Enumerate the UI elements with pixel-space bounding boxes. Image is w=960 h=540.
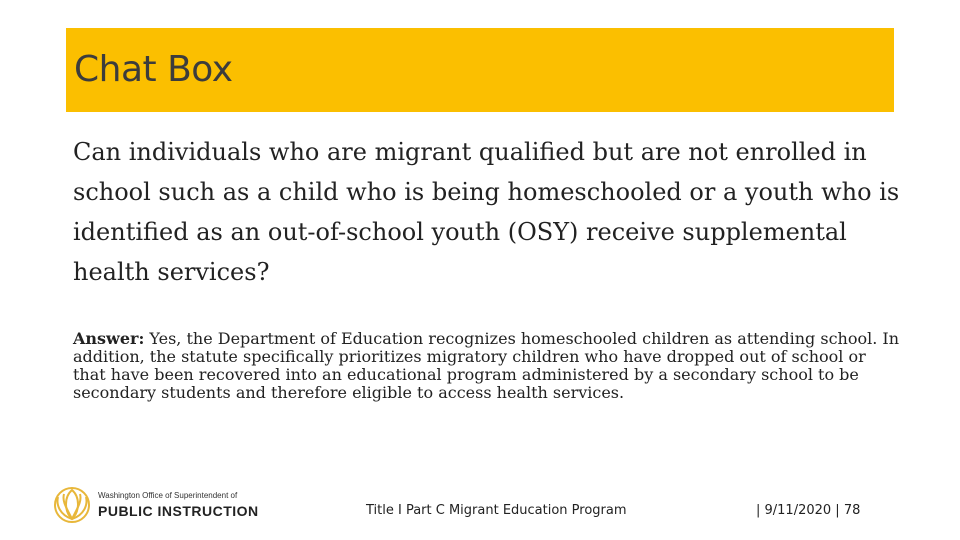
answer-label: Answer: [73, 329, 145, 348]
footer-date-page: | 9/11/2020 | 78 [756, 503, 861, 518]
answer-text: Yes, the Department of Education recognizes homeschooled children as attending school. In addition, the statute specifically prioritizes migratory children who have dropped out of school or that have been recovered into an educational program administered by a secondary school to be secondary students and therefore eligible to access health services. [73, 329, 900, 402]
footer-program: Title I Part C Migrant Education Program [366, 503, 627, 518]
answer-block [73, 330, 903, 402]
question-text: Can individuals who are migrant qualified but are not enrolled in school such as a child who is being homeschooled or a youth who is identified as an out-of-school youth (OSY) receive supplemental health services? [73, 138, 900, 286]
footer-logo [52, 485, 282, 525]
slide-title: Chat Box [74, 49, 233, 90]
ospi-logo-icon [52, 485, 92, 525]
logo-subtitle: Washington Office of Superintendent of [98, 491, 238, 500]
logo-title: PUBLIC INSTRUCTION [98, 503, 259, 519]
title-bar [66, 28, 894, 112]
